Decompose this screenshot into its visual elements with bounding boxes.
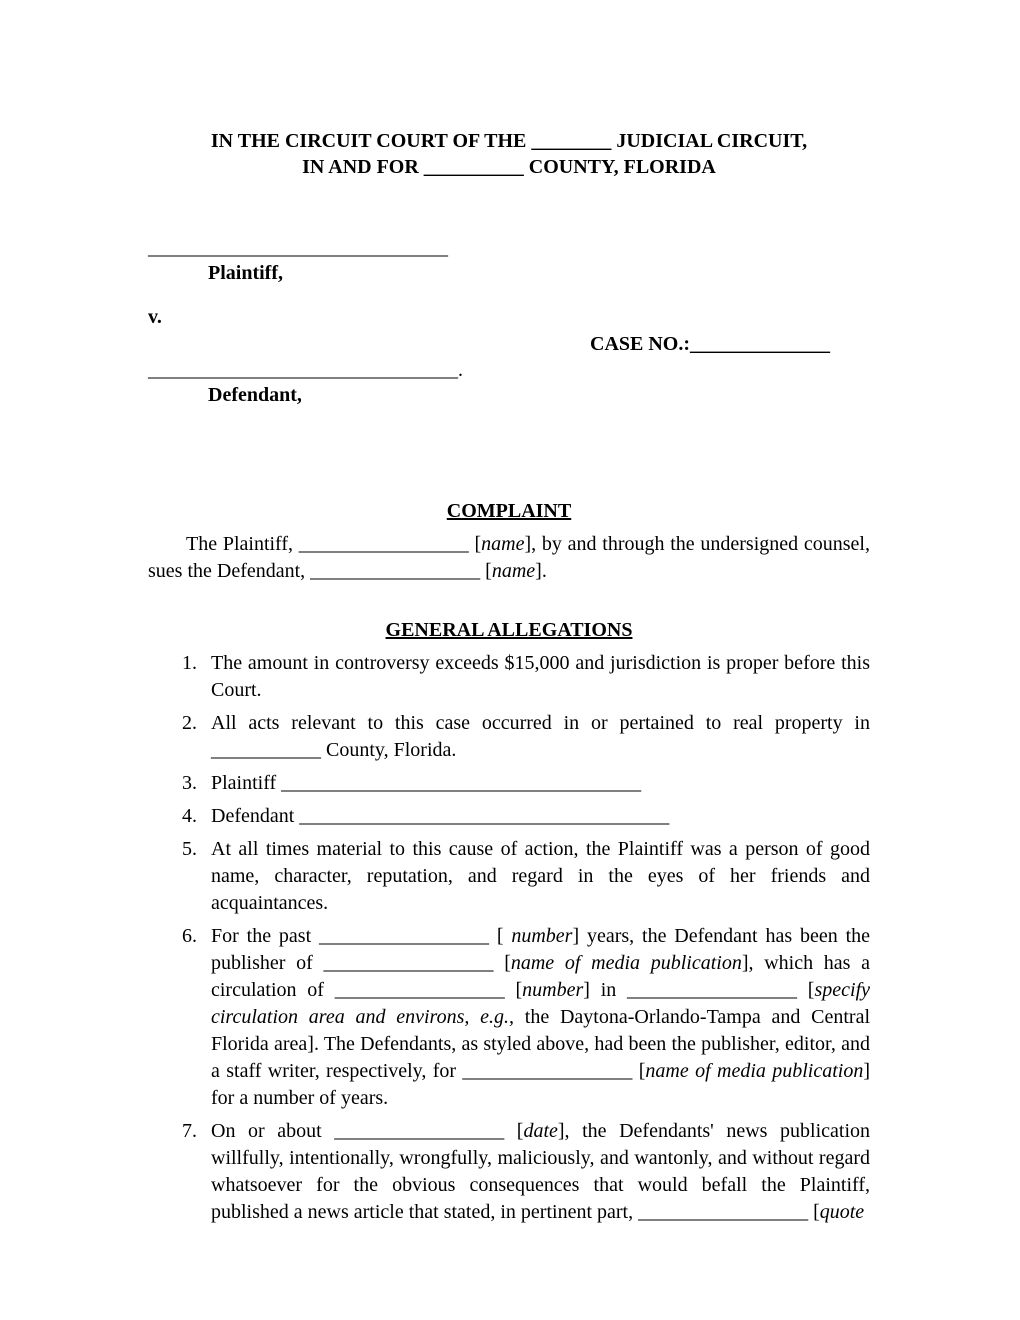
plaintiff-name-blank: ______________________________ [148,237,448,259]
allegation-item-7 [182,1118,870,1226]
allegation-item-4 [182,803,870,830]
allegation-text: All acts relevant to this case occurred in or pertained to real property in ___________ County, Florida. [211,712,870,761]
allegation-text: On or about _________________ [date], the Defendants' news publication willfully, intentionally, wrongfully, maliciously, and wantonly, and without regard whatsoever for the obvious consequences that would befall the Plaintiff, published a news article that stated, in pertinent part, _________________ [quote [211,1120,870,1223]
defendant-label: Defendant, [208,384,302,406]
allegation-text: For the past _________________ [ number] years, the Defendant has been the publisher of _________________ [name of media publication], which has a circulation of _________________ [number] in _________________ [specify circulation area and environs, e.g., the Daytona-Orlando-Tampa and Central Florida area]. The Defendants, as styled above, had been the publisher, editor, and a staff writer, respectively, for _________________ [name of media publication] for a number of years. [211,925,871,1109]
complaint-heading: COMPLAINT [446,500,572,522]
allegation-item-1 [182,650,870,704]
case-number: CASE NO.:______________ [590,333,831,355]
allegation-number: 2. [182,712,197,734]
case-caption [148,236,870,409]
versus-label: v. [148,306,162,328]
court-title-line-2: IN AND FOR __________ COUNTY, FLORIDA [302,156,716,178]
intro-paragraph: The Plaintiff, _________________ [name], by and through the undersigned counsel, sues the Defendant, _________________ [name]. [148,533,870,582]
general-allegations-heading: GENERAL ALLEGATIONS [385,619,633,641]
allegation-item-5 [182,836,870,917]
court-title-line-1: IN THE CIRCUIT COURT OF THE ________ JUDICIAL CIRCUIT, [210,130,808,152]
allegation-number: 1. [182,652,197,674]
allegation-item-3 [182,770,870,797]
allegation-number: 6. [182,925,197,947]
allegation-number: 5. [182,838,197,860]
allegation-number: 7. [182,1120,197,1142]
allegation-number: 4. [182,805,197,827]
court-title [148,128,870,180]
allegation-number: 3. [182,772,197,794]
allegation-item-2 [182,710,870,764]
defendant-name-blank: _______________________________. [148,359,463,381]
allegation-text: Plaintiff ____________________________________ [211,772,642,794]
allegations-list [148,650,870,1226]
allegation-text: At all times material to this cause of action, the Plaintiff was a person of good name, character, reputation, and regard in the eyes of her friends and acquaintances. [211,838,870,914]
plaintiff-label: Plaintiff, [208,262,283,284]
allegation-text: The amount in controversy exceeds $15,000 and jurisdiction is proper before this Court. [211,652,870,701]
allegation-text: Defendant _____________________________________ [211,805,670,827]
allegation-item-6 [182,923,870,1112]
